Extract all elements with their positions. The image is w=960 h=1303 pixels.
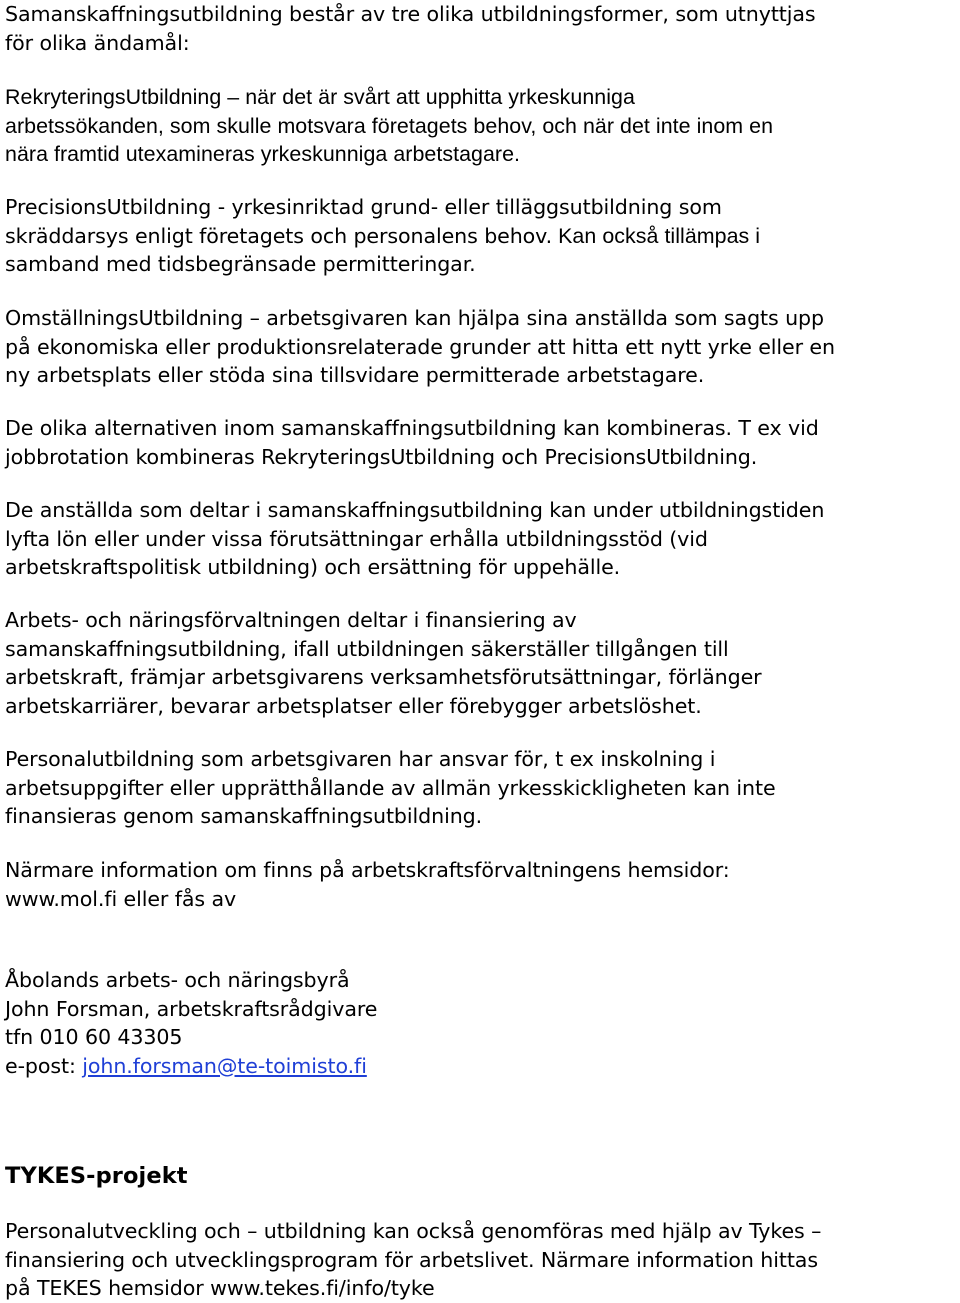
kombination-line: De olika alternativen inom samanskaffningsutbildning kan kombineras. T ex vid	[5, 416, 819, 440]
information-line: Närmare information om finns på arbetskraftsförvaltningens hemsidor:	[5, 858, 730, 882]
lon-line: De anställda som deltar i samanskaffningsutbildning kan under utbildningstiden	[5, 498, 825, 522]
rekrytering-line: RekryteringsUtbildning – när det är svårt att upphitta yrkeskunniga	[5, 85, 635, 109]
finansiering-line: arbetskarriärer, bevarar arbetsplatser eller förebygger arbetslöshet.	[5, 693, 702, 718]
precision-line	[5, 222, 955, 251]
contact-office: Åbolands arbets- och näringsbyrå	[5, 968, 350, 992]
intro-line: Samanskaffningsutbildning består av tre olika utbildningsformer, som utnyttjas	[5, 2, 816, 26]
precision-line: PrecisionsUtbildning - yrkesinriktad grund- eller tilläggsutbildning som	[5, 195, 722, 219]
lon-line: lyfta lön eller under vissa förutsättningar erhålla utbildningsstöd (vid	[5, 526, 708, 551]
kombination-line: jobbrotation kombineras RekryteringsUtbildning och PrecisionsUtbildning.	[5, 444, 758, 469]
finansiering-line: samanskaffningsutbildning, ifall utbildningen säkerställer tillgången till	[5, 636, 729, 661]
lon-line: arbetskraftspolitisk utbildning) och ersättning för uppehälle.	[5, 555, 621, 579]
tykes-line: Personalutveckling och – utbildning kan också genomföras med hjälp av Tykes –	[5, 1219, 822, 1243]
rekrytering-line: arbetssökanden, som skulle motsvara företagets behov, och när det inte inom en	[5, 113, 774, 138]
contact-block	[5, 966, 955, 1080]
omstallning-line: ny arbetsplats eller stöda sina tillsvidare permitterade arbetstagare.	[5, 363, 705, 387]
precision-text-part: skräddarsys enligt företagets och personalens behov.	[5, 223, 553, 248]
omstallning-paragraph	[5, 304, 955, 390]
contact-email-label: e-post:	[5, 1053, 83, 1078]
rekrytering-paragraph	[5, 83, 955, 169]
precision-paragraph	[5, 193, 955, 279]
finansiering-line: arbetskraft, främjar arbetsgivarens verksamhetsförutsättningar, förlänger	[5, 665, 762, 689]
intro-line: för olika ändamål:	[5, 30, 190, 55]
intro-paragraph	[5, 0, 955, 57]
kombination-paragraph	[5, 414, 955, 471]
precision-line: samband med tidsbegränsade permitteringar.	[5, 252, 476, 276]
tykes-paragraph	[5, 1217, 955, 1303]
personalutbildning-paragraph	[5, 745, 955, 831]
contact-person: John Forsman, arbetskraftsrådgivare	[5, 996, 378, 1021]
lon-paragraph	[5, 496, 955, 582]
tykes-line: på TEKES hemsidor www.tekes.fi/info/tyke	[5, 1276, 435, 1300]
finansiering-paragraph	[5, 606, 955, 720]
personalutbildning-line: arbetsuppgifter eller upprätthållande av allmän yrkesskickligheten kan inte	[5, 775, 776, 800]
omstallning-line: OmställningsUtbildning – arbetsgivaren kan hjälpa sina anställda som sagts upp	[5, 306, 824, 330]
information-paragraph	[5, 856, 955, 913]
omstallning-line: på ekonomiska eller produktionsrelaterade grunder att hitta ett nytt yrke eller en	[5, 334, 835, 359]
personalutbildning-line: Personalutbildning som arbetsgivaren har ansvar för, t ex inskolning i	[5, 747, 716, 771]
contact-phone: tfn 010 60 43305	[5, 1025, 183, 1049]
finansiering-line: Arbets- och näringsförvaltningen deltar i finansiering av	[5, 608, 577, 632]
tykes-line: finansiering och utvecklingsprogram för arbetslivet. Närmare information hittas	[5, 1247, 818, 1272]
rekrytering-line: nära framtid utexamineras yrkeskunniga arbetstagare.	[5, 142, 521, 166]
contact-email-line	[5, 1052, 955, 1081]
personalutbildning-line: finansieras genom samanskaffningsutbildning.	[5, 804, 483, 828]
precision-text-part: Kan också tillämpas i	[552, 223, 761, 248]
tykes-heading: TYKES-projekt	[5, 1163, 188, 1189]
contact-email-link[interactable]: john.forsman@te-toimisto.fi	[82, 1053, 367, 1078]
information-line: www.mol.fi eller fås av	[5, 886, 237, 911]
tykes-section	[5, 1162, 955, 1191]
